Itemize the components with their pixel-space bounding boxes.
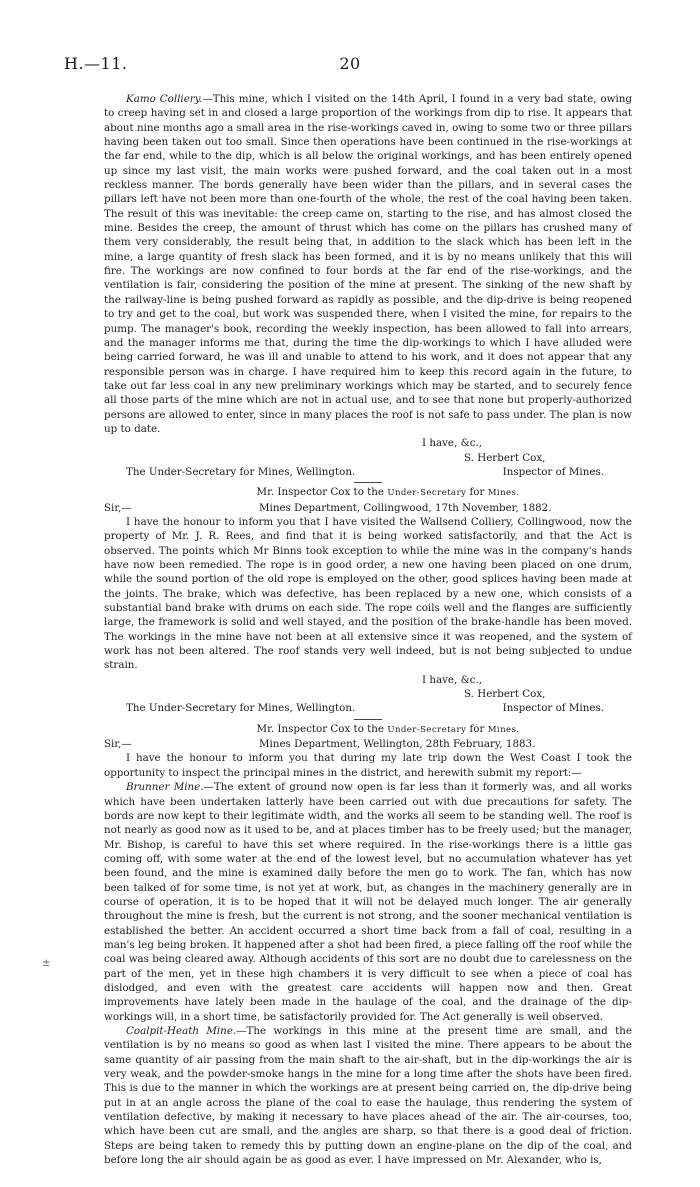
letter3-place-date: Mines Department, Wellington, 28th February, 1883. [259, 738, 536, 751]
coalpit-heading: Coalpit-Heath Mine. [126, 1025, 237, 1037]
divider-rule [354, 719, 382, 720]
letter2-addressee: The Under-Secretary for Mines, Wellington. [126, 702, 356, 715]
coalpit-text: —The workings in this mine at the present time are small, and the ventilation is by no means so good as when last I visited the mine. There appears to be about the same quantity of air passing from the main shaft to the air-shaft, but in the dip-workings the air is very weak, and the powder-smoke hangs in the mine for a long time after the shots have been fired. This is due to the manner in which the workings are at present being carried on, the dip-drive being put in at an angle across the plane of the coal to ease the haulage, thus rendering the system of ventilation defective, by making it necessary to have places ahead of the air. The air-courses, too, which have been cut are small, and the angles are sharp, so that there is a good deal of friction. Steps are being taken to remedy this by putting down an engine-plane on the dip of the coal, and before long the air should again be as good as ever. I have impressed on Mr. Alexander, who is, [104, 1025, 632, 1167]
brunner-text: —The extent of ground now open is far less than it formerly was, and all works which have been undertaken latterly have been carried out with due precautions for safety. The bords are now kept to their legitimate width, and the works all seem to be standing well. The roof is not nearly as good now as it used to be, and at places timber has to be freely used; but the manager, Mr. Bishop, is careful to have this set where required. In the rise-workings there is a little gas coming off, with some water at the end of the lowest level, but no accumulation whatever has yet been found, and the mine is examined daily before the men go to work. The fan, which has now been talked of for some time, is not yet at work, but, as changes in the machinery generally are in course of operation, it is to be hoped that it will not be delayed much longer. The air generally throughout the mine is fresh, but the current is not strong, and the sooner mechanical ventilation is established the better. An accident occurred a short time back from a fall of coal, resulting in a man's leg being broken. It happened after a shot had been fired, a piece falling off the roof while the coal was being cleared away. Although accidents of this sort are no doubt due to carelessness on the part of the men, yet in these high chambers it is very difficult to see when a piece of coal has dislodged, and even with the greatest care accidents will happen now and then. Great improvements have lately been made in the haulage of the coal, and the drainage of the dip-workings will, in a short time, be satisfactorily provided for. The Act generally is well observed. [104, 781, 632, 1023]
page-number: 20 [339, 54, 361, 73]
divider-rule [354, 482, 382, 483]
letter2-role: Inspector of Mines. [502, 702, 604, 715]
letter2-paragraph: I have the honour to inform you that I have visited the Wallsend Colliery, Collingwood, now the property of Mr. J. R. Rees, and find that it is being worked satisfactorily, and that the Act is observed. The points which Mr Binns took exception to while the mine was in the company's hands have now been remedied. The rope is in good order, a new one having been placed on one drum, while the sound portion of the old rope is employed on the other, good splices having been made at the joints. The brake, which was defective, has been replaced by a new one, which consists of a substantial band brake with drums on each side. The rope coils well and the flanges are sufficiently large, the framework is solid and well stayed, and the position of the brake-handle has been moved. The workings in the mine have not been at all extensive since it was reopened, and the system of work has not been altered. The roof stands very well indeed, but is not being subjected to undue strain. [104, 515, 632, 672]
letter3-salutation-row [104, 737, 632, 751]
letter2-place-date: Mines Department, Collingwood, 17th November, 1882. [259, 501, 552, 514]
letter2-title: Mr. Inspector Cox to the Under-Secretary for Mines. [256, 486, 520, 499]
kamo-footer [104, 465, 632, 479]
letter2-footer [104, 701, 632, 715]
letter2-signature: S. Herbert Cox, [464, 688, 546, 701]
kamo-heading: Kamo Colliery. [126, 93, 203, 105]
kamo-text: —This mine, which I visited on the 14th April, I found in a very bad state, owing to creep having set in and closed a large proportion of the workings from dip to rise. It appears that about nine months ago a small area in the rise-workings caved in, owing to some two or three pillars having been taken out too small. Since then operations have been continued in the rise-workings at the far end, while to the dip, which is all below the original workings, and has been entirely opened up since my last visit, the main works were pushed forward, and the coal taken out in a most reckless manner. The bords generally have been wider than the pillars, and in several cases the pillars left have not been more than one-fourth of the whole, the rest of the coal having been taken. The result of this was inevitable: the creep came on, starting to the rise, and has almost closed the mine. Besides the creep, the amount of thrust which has come on the pillars has crushed many of them very considerably, the result being that, in addition to the slack which has been left in the mine, a large quantity of fresh slack has been formed, and it is by no means unlikely that this will fire. The workings are now confined to four bords at the far end of the rise-workings, and the ventilation is fair, considering the position of the mine at present. The sinking of the new shaft by the railway-line is being pushed forward as rapidly as possible, and the dip-drive is being reopened to try and get to the coal, but work was suspended there, when I visited the mine, for repairs to the pump. The manager's book, recording the weekly inspection, has been allowed to fall into arrears, and the manager informs me that, during the time the dip-workings to which I have alluded were being carried forward, he was ill and unable to attend to his work, and it does not appear that any responsible person was in charge. I have required him to keep this record again in the future, to take out far less coal in any new preliminary workings which may be started, and to securely fence all those parts of the mine which are not in actual use, and to see that none but properly-authorized persons are allowed to enter, since in many places the roof is not safe to pass under. The plan is now up to date. [104, 93, 633, 435]
letter2-salutation-row [104, 501, 632, 515]
coalpit-paragraph [104, 1024, 632, 1167]
kamo-addressee: The Under-Secretary for Mines, Wellington. [126, 465, 356, 478]
document-body [104, 92, 632, 1167]
letter2-closing: I have, &c., [422, 673, 483, 686]
kamo-closing: I have, &c., [422, 437, 483, 450]
letter3-intro: I have the honour to inform you that during my late trip down the West Coast I took the opportunity to inspect the principal mines in the district, and herewith submit my report:— [104, 752, 632, 779]
letter3-salutation: Sir,— [104, 738, 132, 751]
report-code: H.—11. [64, 54, 128, 73]
kamo-signature: S. Herbert Cox, [464, 451, 546, 464]
brunner-paragraph [104, 780, 632, 1024]
kamo-role: Inspector of Mines. [502, 465, 604, 478]
letter3-title: Mr. Inspector Cox to the Under-Secretary for Mines. [256, 722, 520, 735]
brunner-heading: Brunner Mine. [126, 781, 204, 794]
kamo-paragraph [104, 92, 632, 436]
letter2-salutation: Sir,— [104, 501, 132, 514]
margin-mark: ± [42, 958, 51, 969]
